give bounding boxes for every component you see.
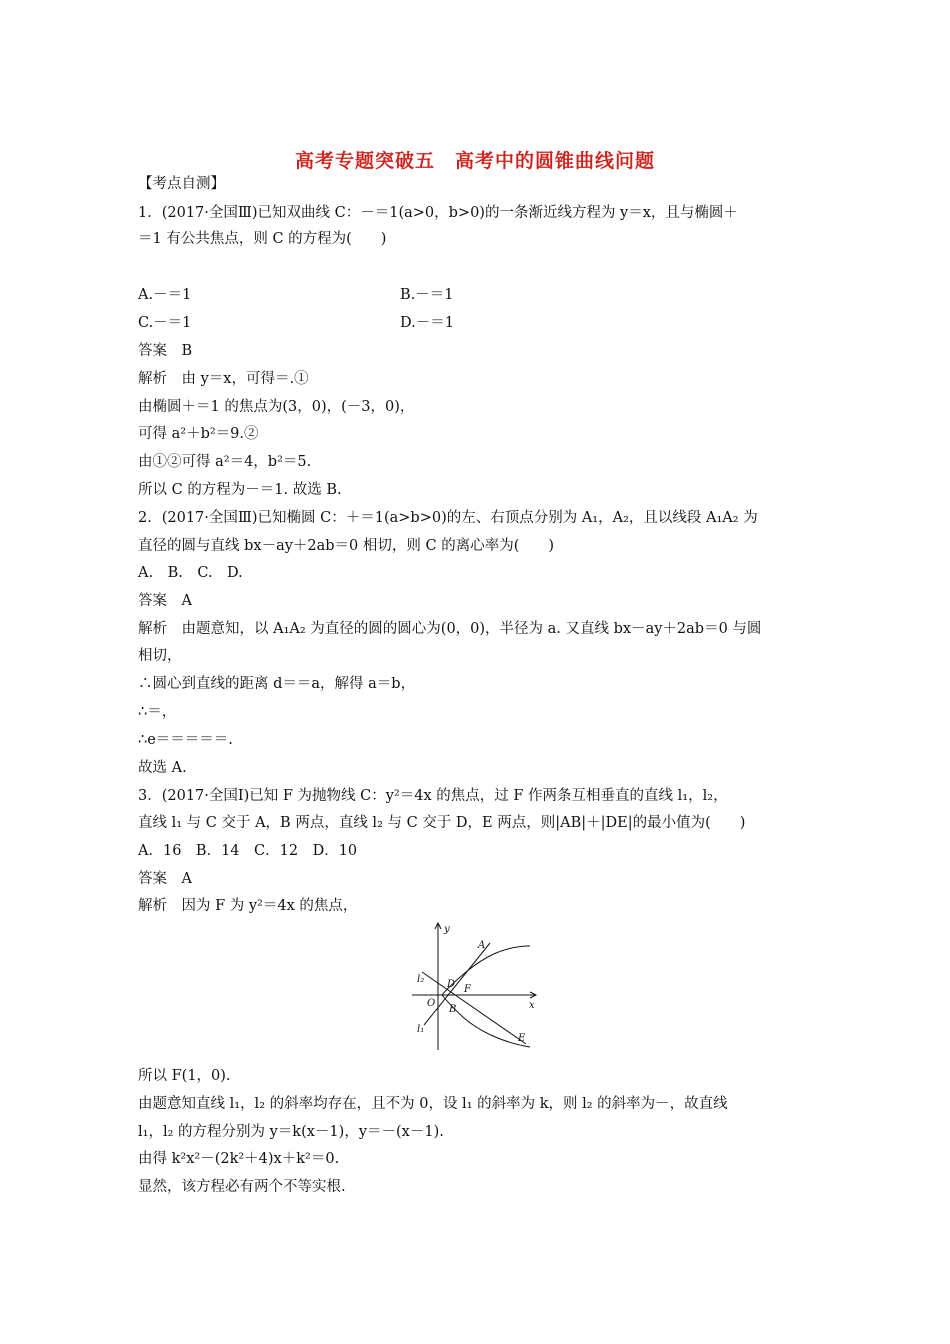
q1-analysis-line1: 解析 由 y＝x，可得＝.① [138,371,309,387]
q2-stem-line2: 直径的圆与直线 bx－ay＋2ab＝0 相切，则 C 的离心率为( ) [138,538,555,554]
q2-analysis-line4: ∴＝， [138,704,177,720]
parabola-figure [408,920,544,1054]
q2-stem-line1: 2．(2017·全国Ⅲ)已知椭圆 C：＋＝1(a>b>0)的左、右顶点分别为 A₁，A₂，且以线段 A₁A₂ 为 [138,510,758,526]
parabola-curve [442,946,530,1047]
q1-option-d: D.－＝1 [400,315,454,331]
label-l2: l₂ [417,974,425,985]
label-O: O [427,998,436,1009]
q2-analysis-line6: 故选 A. [138,760,187,776]
page-title: 高考专题突破五 高考中的圆锥曲线问题 [294,150,655,172]
q2-analysis-line1: 解析 由题意知，以 A₁A₂ 为直径的圆的圆心为(0，0)，半径为 a. 又直线 bx－ay＋2ab＝0 与圆 [138,621,762,637]
label-F: F [464,984,471,995]
q3-analysis-line1: 解析 因为 F 为 y²＝4x 的焦点， [138,898,358,914]
label-A: A [478,940,486,951]
q1-analysis-line3: 可得 a²＋b²＝9.② [138,426,259,442]
q3-stem-line2: 直线 l₁ 与 C 交于 A，B 两点，直线 l₂ 与 C 交于 D，E 两点，则|AB|＋|DE|的最小值为( ) [138,815,746,831]
label-l1: l₁ [417,1024,425,1035]
q3-options: A．16 B．14 C．12 D．10 [138,843,358,859]
q1-analysis-line4: 由①②可得 a²＝4，b²＝5. [138,454,312,470]
q3-analysis-line6: 显然，该方程必有两个不等实根. [138,1179,346,1195]
label-x: x [529,1000,535,1011]
q3-stem-line1: 3．(2017·全国Ⅰ)已知 F 为抛物线 C：y²＝4x 的焦点，过 F 作两条互相垂直的直线 l₁，l₂， [138,788,728,804]
label-E: E [518,1033,526,1044]
q1-option-b: B.－＝1 [400,287,454,303]
q1-analysis-line5: 所以 C 的方程为－＝1. 故选 B. [138,482,342,498]
q2-analysis-line2: 相切， [138,648,182,664]
q3-analysis-line5: 由得 k²x²－(2k²＋4)x＋k²＝0. [138,1151,340,1167]
label-y: y [444,924,450,935]
q2-options: A. B. C. D. [138,565,243,581]
q1-analysis-line2: 由椭圆＋＝1 的焦点为(3，0)，(－3，0)， [138,399,415,415]
q1-stem-line1: 1．(2017·全国Ⅲ)已知双曲线 C：－＝1(a>0，b>0)的一条渐近线方程为 y＝x，且与椭圆＋ [138,205,738,221]
q3-analysis-line3: 由题意知直线 l₁，l₂ 的斜率均存在，且不为 0，设 l₁ 的斜率为 k，则 l₂ 的斜率为－，故直线 [138,1096,728,1112]
q1-answer: 答案 B [138,343,193,359]
q3-answer: 答案 A [138,871,192,887]
q3-analysis-line2: 所以 F(1，0). [138,1068,231,1084]
q2-analysis-line3: ∴圆心到直线的距离 d＝＝a，解得 a＝b， [138,676,416,692]
label-D: D [447,979,456,990]
q1-stem-line2: ＝1 有公共焦点，则 C 的方程为( ) [138,231,387,247]
q1-option-a: A.－＝1 [138,287,192,303]
q3-analysis-line4: l₁，l₂ 的方程分别为 y＝k(x－1)，y＝－(x－1). [138,1124,444,1140]
q2-answer: 答案 A [138,593,192,609]
q1-option-c: C.－＝1 [138,315,192,331]
section-heading: 【考点自测】 [138,176,225,192]
label-B: B [449,1004,457,1015]
q2-analysis-line5: ∴e＝＝＝＝＝. [138,732,233,748]
